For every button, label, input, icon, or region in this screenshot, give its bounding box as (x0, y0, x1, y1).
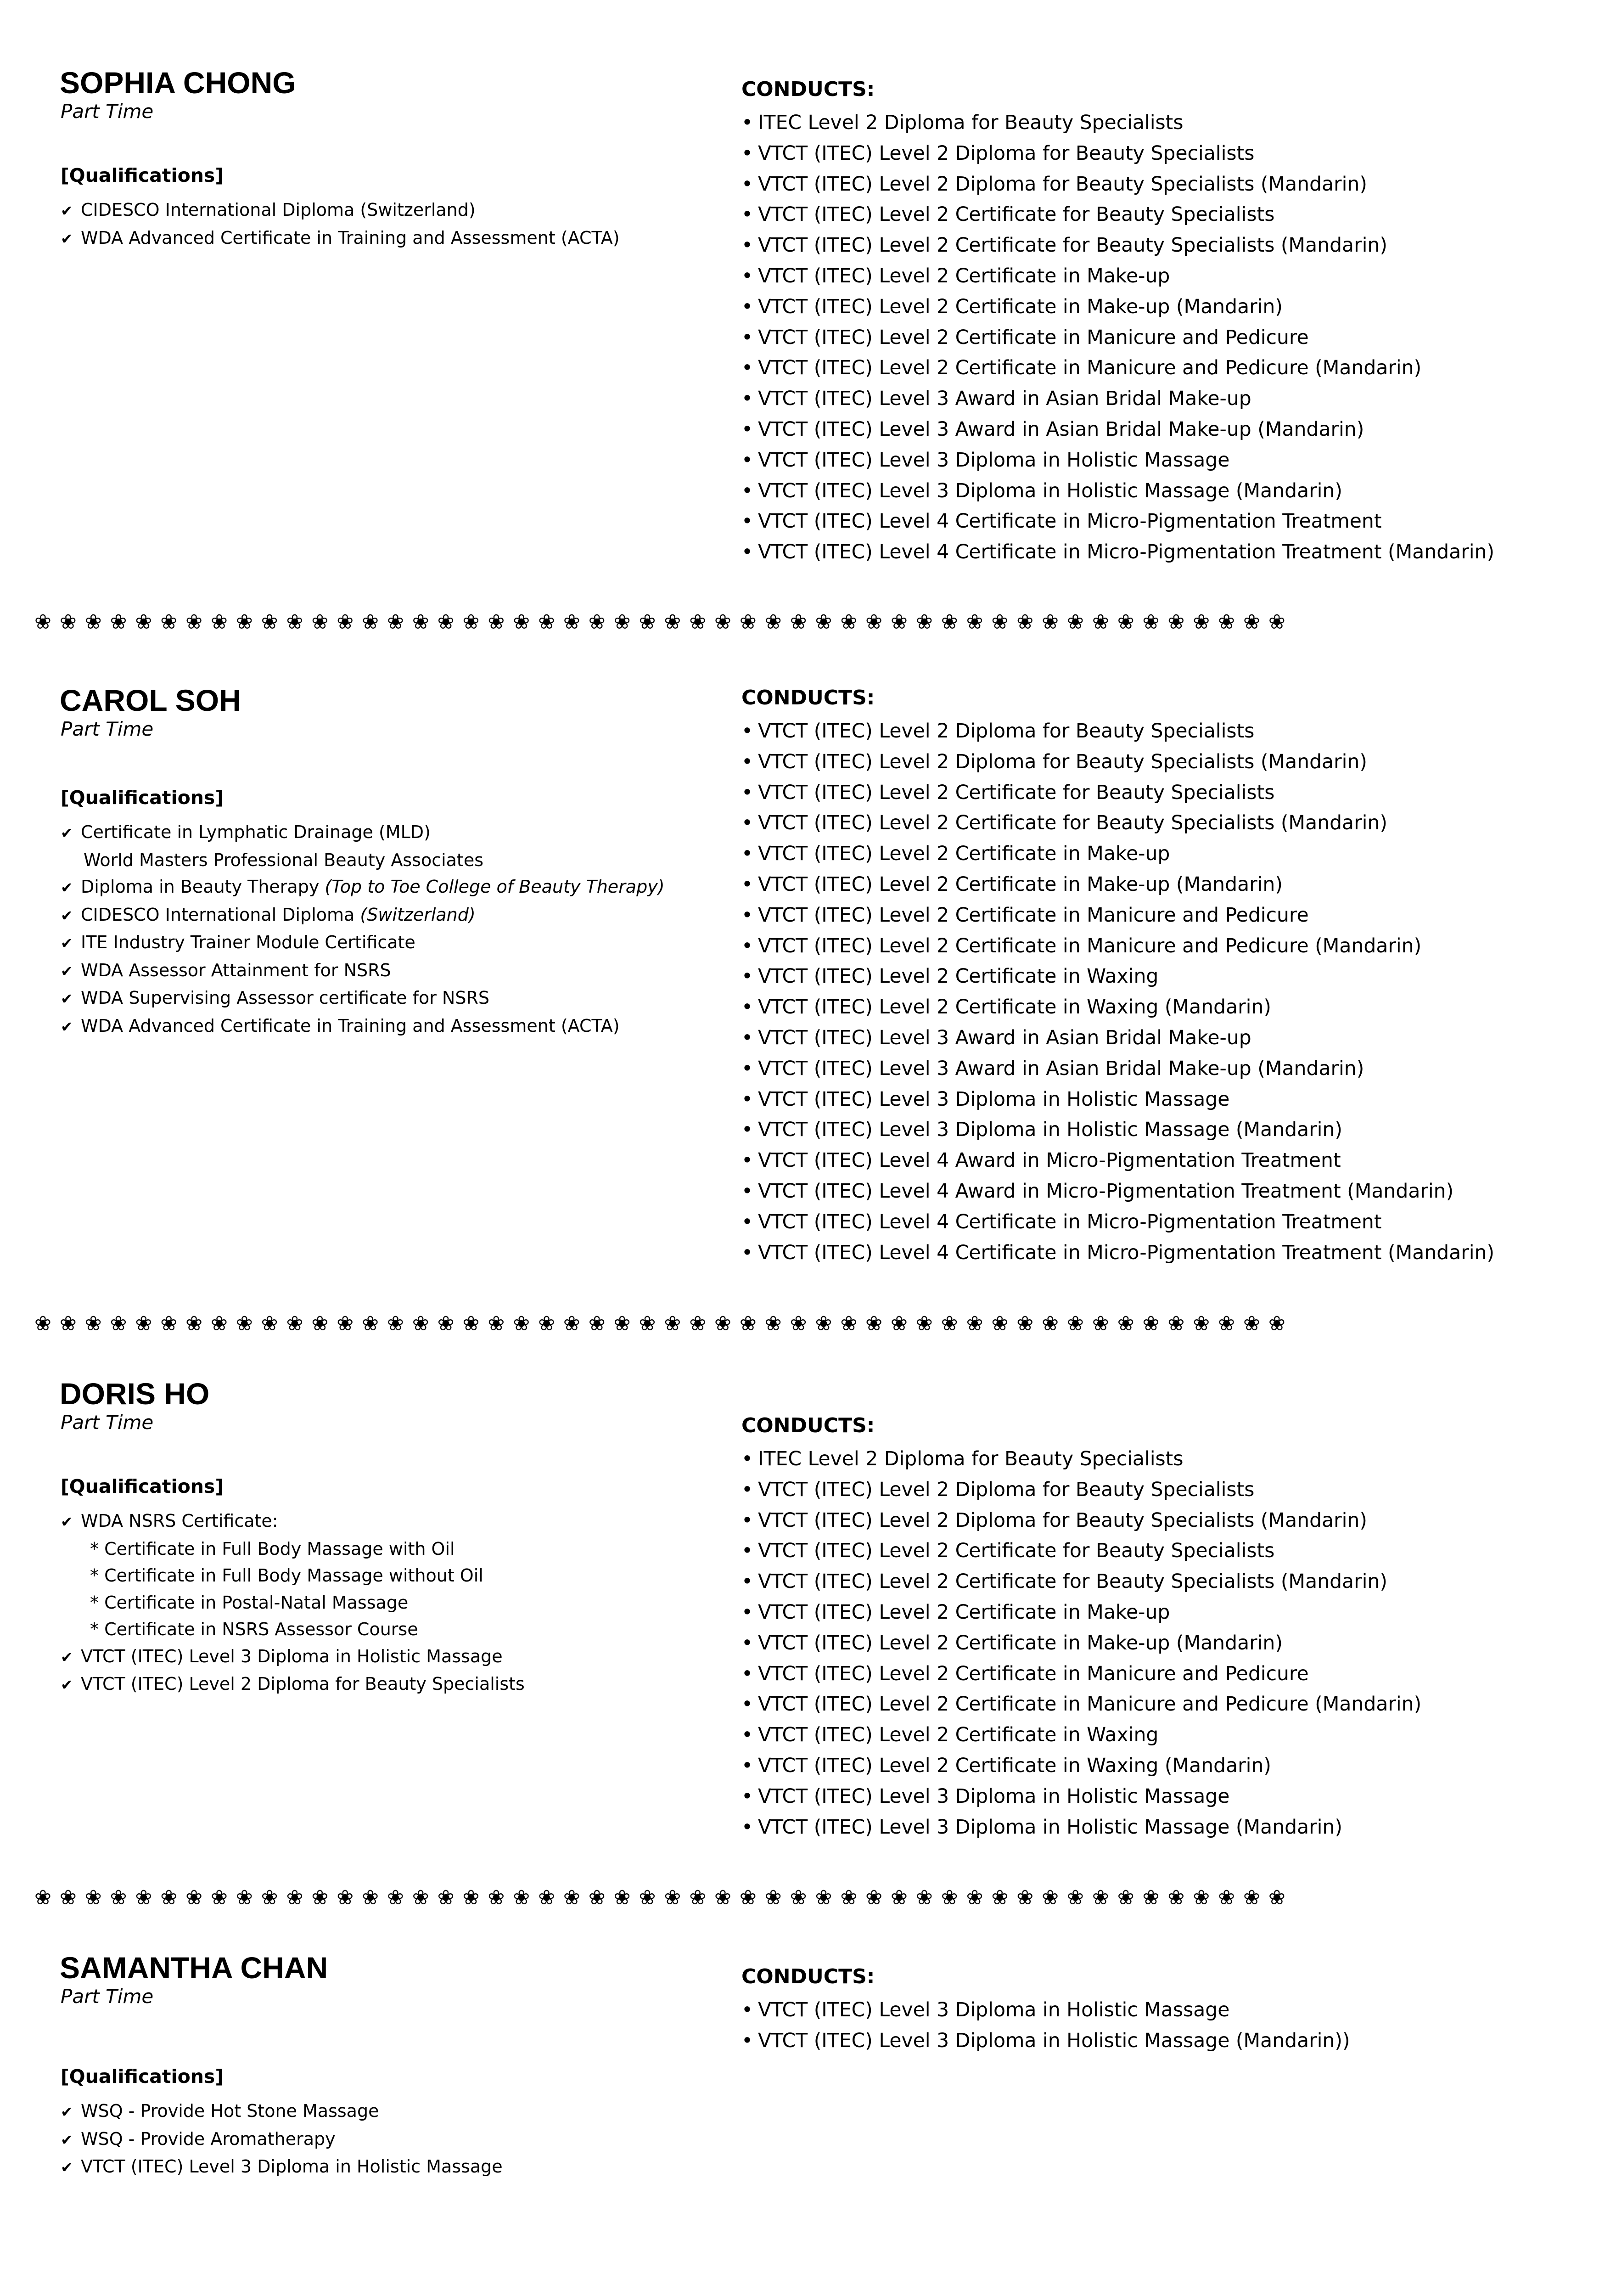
bullet-icon: • (741, 1026, 753, 1049)
trainer-name: SAMANTHA CHAN (60, 1951, 328, 1985)
bullet-icon: • (741, 264, 753, 287)
conduct-item: • VTCT (ITEC) Level 4 Certificate in Micro-Pigmentation Treatment (Mandarin) (741, 1238, 1494, 1269)
check-icon: ✔ (61, 202, 73, 219)
conduct-item: • VTCT (ITEC) Level 2 Certificate in Waxing (741, 962, 1494, 992)
qualification-item: ✔ WDA NSRS Certificate: (61, 1508, 525, 1536)
bullet-icon: • (741, 388, 753, 411)
bullet-icon: • (741, 173, 753, 196)
bullet-icon: • (741, 541, 753, 564)
conduct-item: • VTCT (ITEC) Level 4 Certificate in Micro-Pigmentation Treatment (741, 506, 1494, 537)
bullet-icon: • (741, 1754, 753, 1777)
conduct-item: • VTCT (ITEC) Level 2 Diploma for Beauty Specialists (741, 139, 1494, 169)
bullet-icon: • (741, 1724, 753, 1747)
check-icon: ✔ (61, 962, 73, 980)
conducts-heading: CONDUCTS: (741, 1414, 875, 1437)
bullet-icon: • (741, 1693, 753, 1716)
bullet-icon: • (741, 1540, 753, 1563)
conduct-item: • VTCT (ITEC) Level 2 Certificate in Make-up (741, 839, 1494, 870)
conduct-item: • VTCT (ITEC) Level 3 Diploma in Holistic Massage (Mandarin) (741, 1812, 1421, 1843)
conduct-item: • VTCT (ITEC) Level 2 Diploma for Beauty Specialists (Mandarin) (741, 169, 1494, 200)
flower-divider: ❀ ❀ ❀ ❀ ❀ ❀ ❀ ❀ ❀ ❀ ❀ ❀ ❀ ❀ ❀ ❀ ❀ ❀ ❀ ❀ ❀ ❀ ❀ ❀ ❀ ❀ ❀ ❀ ❀ ❀ ❀ ❀ ❀ ❀ ❀ ❀ ❀ ❀ ❀ ❀ ❀ ❀ ❀ ❀ ❀ ❀ ❀ ❀ ❀ ❀ (34, 1886, 1286, 1909)
bullet-icon: • (741, 142, 753, 165)
conduct-item: • VTCT (ITEC) Level 2 Diploma for Beauty Specialists (741, 716, 1494, 747)
bullet-icon: • (741, 1662, 753, 1685)
bullet-icon: • (741, 1601, 753, 1624)
qualifications-list (61, 197, 620, 252)
bullet-icon: • (741, 1478, 753, 1501)
bullet-icon: • (741, 1816, 753, 1839)
flower-divider: ❀ ❀ ❀ ❀ ❀ ❀ ❀ ❀ ❀ ❀ ❀ ❀ ❀ ❀ ❀ ❀ ❀ ❀ ❀ ❀ ❀ ❀ ❀ ❀ ❀ ❀ ❀ ❀ ❀ ❀ ❀ ❀ ❀ ❀ ❀ ❀ ❀ ❀ ❀ ❀ ❀ ❀ ❀ ❀ ❀ ❀ ❀ ❀ ❀ ❀ (34, 1312, 1286, 1335)
bullet-icon: • (741, 479, 753, 502)
bullet-icon: • (741, 781, 753, 804)
conducts-list (741, 1995, 1350, 2057)
bullet-icon: • (741, 510, 753, 533)
conduct-item: • VTCT (ITEC) Level 2 Certificate in Manicure and Pedicure (741, 1659, 1421, 1690)
conducts-list (741, 1444, 1421, 1843)
conduct-item: • VTCT (ITEC) Level 2 Certificate in Manicure and Pedicure (741, 900, 1494, 931)
conduct-item: • VTCT (ITEC) Level 2 Certificate for Beauty Specialists (741, 1536, 1421, 1567)
conduct-item: • VTCT (ITEC) Level 2 Certificate in Make-up (Mandarin) (741, 870, 1494, 900)
trainer-role: Part Time (61, 718, 154, 740)
bullet-icon: • (741, 1180, 753, 1203)
conduct-item: • VTCT (ITEC) Level 2 Certificate for Beauty Specialists (Mandarin) (741, 808, 1494, 839)
bullet-icon: • (741, 1241, 753, 1264)
bullet-icon: • (741, 418, 753, 441)
trainer-name: SOPHIA CHONG (60, 66, 296, 100)
conduct-item: • VTCT (ITEC) Level 2 Diploma for Beauty Specialists (Mandarin) (741, 1506, 1421, 1536)
bullet-icon: • (741, 1088, 753, 1111)
qualifications-heading: [Qualifications] (61, 2065, 224, 2088)
qualification-item: ✔ ITE Industry Trainer Module Certificate (61, 929, 665, 957)
bullet-icon: • (741, 750, 753, 773)
conduct-item: • VTCT (ITEC) Level 3 Diploma in Holistic Massage (Mandarin)) (741, 2026, 1350, 2057)
conduct-item: • VTCT (ITEC) Level 3 Diploma in Holistic Massage (Mandarin) (741, 476, 1494, 507)
flower-divider: ❀ ❀ ❀ ❀ ❀ ❀ ❀ ❀ ❀ ❀ ❀ ❀ ❀ ❀ ❀ ❀ ❀ ❀ ❀ ❀ ❀ ❀ ❀ ❀ ❀ ❀ ❀ ❀ ❀ ❀ ❀ ❀ ❀ ❀ ❀ ❀ ❀ ❀ ❀ ❀ ❀ ❀ ❀ ❀ ❀ ❀ ❀ ❀ ❀ ❀ (34, 611, 1286, 634)
check-icon: ✔ (61, 1018, 73, 1035)
trainer-name: DORIS HO (60, 1377, 210, 1411)
conduct-item: • VTCT (ITEC) Level 2 Certificate for Beauty Specialists (Mandarin) (741, 1567, 1421, 1598)
bullet-icon: • (741, 1509, 753, 1532)
qualification-item: ✔ Diploma in Beauty Therapy (Top to Toe College of Beauty Therapy) (61, 873, 665, 901)
bullet-icon: • (741, 965, 753, 988)
bullet-icon: • (741, 203, 753, 226)
qualifications-heading: [Qualifications] (61, 787, 224, 809)
qualification-item: ✔ WSQ - Provide Aromatherapy (61, 2126, 503, 2154)
conducts-list (741, 716, 1494, 1268)
check-icon: ✔ (61, 2103, 73, 2121)
bullet-icon: • (741, 295, 753, 318)
conduct-item: • VTCT (ITEC) Level 2 Certificate for Beauty Specialists (741, 778, 1494, 809)
conduct-item: • VTCT (ITEC) Level 2 Certificate in Make-up (741, 1598, 1421, 1628)
conduct-item: • VTCT (ITEC) Level 2 Certificate in Manicure and Pedicure (741, 323, 1494, 354)
conducts-heading: CONDUCTS: (741, 1965, 875, 1988)
conduct-item: • VTCT (ITEC) Level 4 Award in Micro-Pigmentation Treatment (Mandarin) (741, 1176, 1494, 1207)
conduct-item: • VTCT (ITEC) Level 2 Certificate in Make-up (Mandarin) (741, 292, 1494, 323)
conduct-item: • VTCT (ITEC) Level 2 Diploma for Beauty Specialists (741, 1475, 1421, 1506)
check-icon: ✔ (61, 1648, 73, 1666)
conduct-item: • VTCT (ITEC) Level 4 Certificate in Micro-Pigmentation Treatment (741, 1207, 1494, 1238)
qualification-item: ✔ Certificate in Lymphatic Drainage (MLD) (61, 819, 665, 847)
conduct-item: • VTCT (ITEC) Level 2 Diploma for Beauty Specialists (Mandarin) (741, 747, 1494, 778)
qualification-item: ✔ WDA Advanced Certificate in Training and Assessment (ACTA) (61, 1013, 665, 1041)
qualification-item: ✔ CIDESCO International Diploma (Switzerland) (61, 901, 665, 929)
conducts-heading: CONDUCTS: (741, 78, 875, 101)
conduct-item: • VTCT (ITEC) Level 3 Award in Asian Bridal Make-up (Mandarin) (741, 415, 1494, 445)
check-icon: ✔ (61, 1513, 73, 1531)
conduct-item: • VTCT (ITEC) Level 2 Certificate in Manicure and Pedicure (Mandarin) (741, 931, 1494, 962)
trainer-role: Part Time (61, 100, 154, 123)
qualification-item: ✔ VTCT (ITEC) Level 3 Diploma in Holistic Massage (61, 1643, 525, 1671)
conduct-item: • VTCT (ITEC) Level 3 Diploma in Holistic Massage (741, 445, 1494, 476)
conduct-item: • VTCT (ITEC) Level 2 Certificate in Waxing (Mandarin) (741, 1751, 1421, 1782)
conduct-item: • ITEC Level 2 Diploma for Beauty Specialists (741, 108, 1494, 139)
check-icon: ✔ (61, 2159, 73, 2176)
bullet-icon: • (741, 1570, 753, 1593)
qualifications-list (61, 2098, 503, 2181)
conduct-item: • VTCT (ITEC) Level 2 Certificate in Waxing (Mandarin) (741, 992, 1494, 1023)
conduct-item: • VTCT (ITEC) Level 2 Certificate in Manicure and Pedicure (Mandarin) (741, 353, 1494, 384)
trainer-role: Part Time (61, 1985, 154, 2008)
bullet-icon: • (741, 449, 753, 472)
bullet-icon: • (741, 812, 753, 835)
conduct-item: • VTCT (ITEC) Level 3 Award in Asian Bridal Make-up (741, 384, 1494, 415)
check-icon: ✔ (61, 934, 73, 952)
conduct-item: • VTCT (ITEC) Level 3 Award in Asian Bridal Make-up (Mandarin) (741, 1054, 1494, 1085)
bullet-icon: • (741, 934, 753, 957)
conduct-item: • VTCT (ITEC) Level 2 Certificate in Make-up (Mandarin) (741, 1628, 1421, 1659)
check-icon: ✔ (61, 2131, 73, 2149)
check-icon: ✔ (61, 1676, 73, 1694)
qualifications-list (61, 1508, 525, 1699)
bullet-icon: • (741, 1210, 753, 1233)
conducts-list (741, 108, 1494, 568)
conduct-item: • VTCT (ITEC) Level 4 Award in Micro-Pigmentation Treatment (741, 1146, 1494, 1176)
conduct-item: • VTCT (ITEC) Level 2 Certificate for Beauty Specialists (Mandarin) (741, 231, 1494, 261)
qualification-item: ✔ WDA Advanced Certificate in Training and Assessment (ACTA) (61, 225, 620, 253)
bullet-icon: • (741, 996, 753, 1019)
qualification-item: ✔ CIDESCO International Diploma (Switzerland) (61, 197, 620, 225)
qualification-item: ✔ WDA Assessor Attainment for NSRS (61, 957, 665, 985)
bullet-icon: • (741, 843, 753, 866)
bullet-icon: • (741, 873, 753, 896)
check-icon: ✔ (61, 230, 73, 248)
check-icon: ✔ (61, 879, 73, 896)
bullet-icon: • (741, 1149, 753, 1172)
bullet-icon: • (741, 1632, 753, 1654)
conduct-item: • ITEC Level 2 Diploma for Beauty Specialists (741, 1444, 1421, 1475)
bullet-icon: • (741, 1999, 753, 2021)
conduct-item: • VTCT (ITEC) Level 2 Certificate in Make-up (741, 261, 1494, 292)
check-icon: ✔ (61, 990, 73, 1007)
bullet-icon: • (741, 1119, 753, 1142)
conduct-item: • VTCT (ITEC) Level 2 Certificate in Manicure and Pedicure (Mandarin) (741, 1689, 1421, 1720)
conduct-item: • VTCT (ITEC) Level 2 Certificate for Beauty Specialists (741, 200, 1494, 231)
bullet-icon: • (741, 234, 753, 257)
bullet-icon: • (741, 1057, 753, 1080)
qualification-item: ✔ WSQ - Provide Hot Stone Massage (61, 2098, 503, 2126)
check-icon: ✔ (61, 824, 73, 842)
qualification-subitem: World Masters Professional Beauty Associates (84, 850, 484, 870)
qualification-subitem: * Certificate in Postal-Natal Massage (90, 1592, 409, 1613)
qualification-item: ✔ VTCT (ITEC) Level 3 Diploma in Holistic Massage (61, 2153, 503, 2181)
conduct-item: • VTCT (ITEC) Level 3 Diploma in Holistic Massage (741, 1782, 1421, 1812)
qualifications-list (61, 819, 665, 1040)
conduct-item: • VTCT (ITEC) Level 3 Diploma in Holistic Massage (741, 1995, 1350, 2026)
bullet-icon: • (741, 357, 753, 380)
qualification-item: ✔ WDA Supervising Assessor certificate for NSRS (61, 985, 665, 1013)
conduct-item: • VTCT (ITEC) Level 3 Diploma in Holistic Massage (741, 1085, 1494, 1115)
qualification-subitem: * Certificate in Full Body Massage without Oil (90, 1565, 483, 1586)
qualifications-heading: [Qualifications] (61, 1475, 224, 1497)
qualification-subitem: * Certificate in Full Body Massage with Oil (90, 1538, 455, 1559)
trainer-role: Part Time (61, 1411, 154, 1434)
conduct-item: • VTCT (ITEC) Level 4 Certificate in Micro-Pigmentation Treatment (Mandarin) (741, 537, 1494, 568)
bullet-icon: • (741, 904, 753, 927)
conduct-item: • VTCT (ITEC) Level 3 Award in Asian Bridal Make-up (741, 1023, 1494, 1054)
bullet-icon: • (741, 720, 753, 743)
bullet-icon: • (741, 1448, 753, 1470)
bullet-icon: • (741, 2029, 753, 2052)
qualification-item: ✔ VTCT (ITEC) Level 2 Diploma for Beauty Specialists (61, 1671, 525, 1699)
bullet-icon: • (741, 326, 753, 349)
bullet-icon: • (741, 1785, 753, 1808)
conduct-item: • VTCT (ITEC) Level 2 Certificate in Waxing (741, 1720, 1421, 1751)
qualifications-heading: [Qualifications] (61, 164, 224, 186)
check-icon: ✔ (61, 906, 73, 924)
qualification-subitem: * Certificate in NSRS Assessor Course (90, 1619, 418, 1639)
trainer-name: CAROL SOH (60, 683, 241, 717)
bullet-icon: • (741, 112, 753, 134)
conducts-heading: CONDUCTS: (741, 686, 875, 709)
conduct-item: • VTCT (ITEC) Level 3 Diploma in Holistic Massage (Mandarin) (741, 1115, 1494, 1146)
